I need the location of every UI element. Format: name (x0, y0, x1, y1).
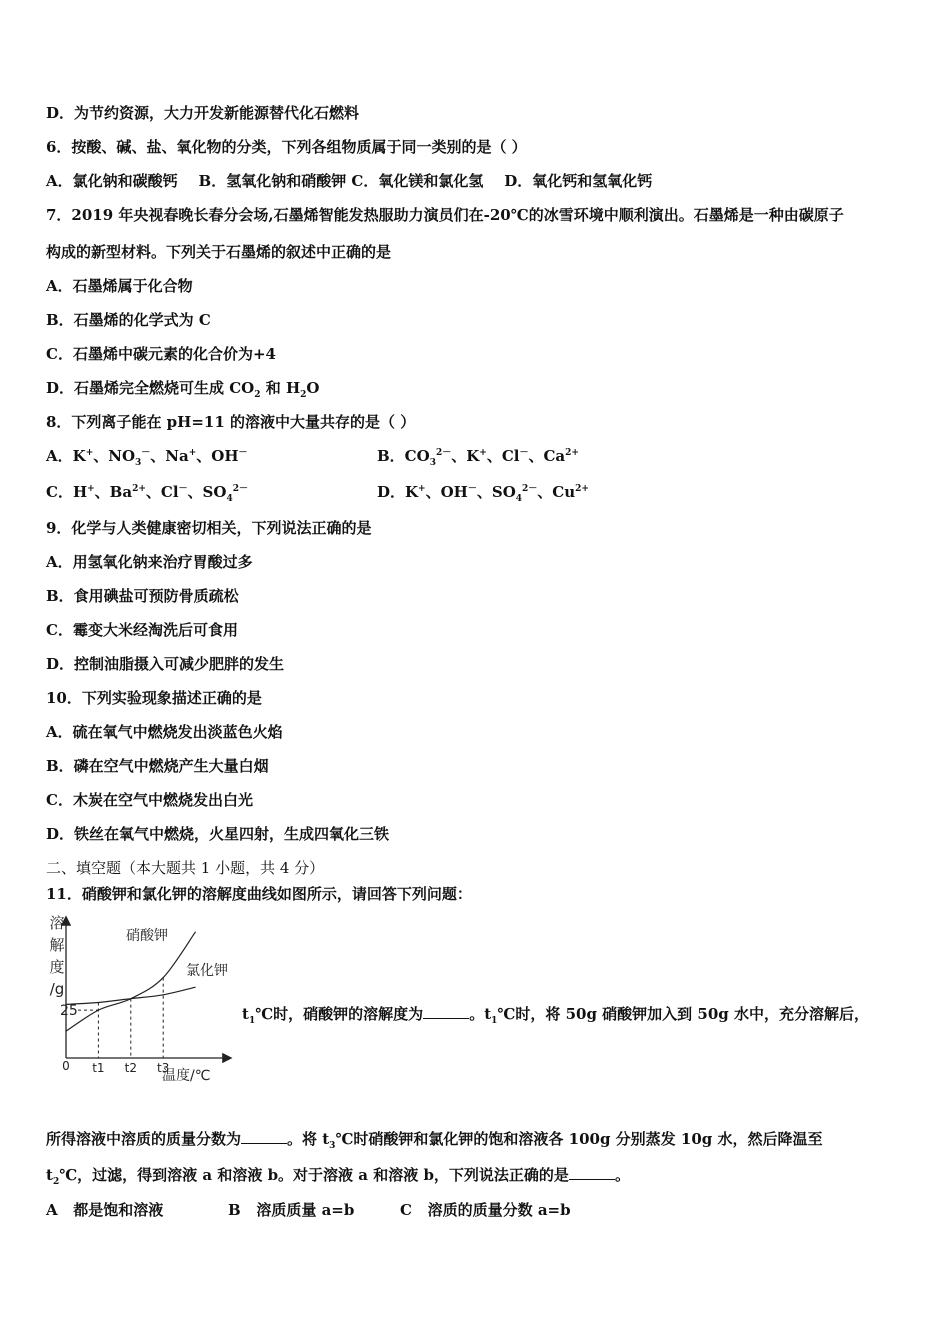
y-axis-label-char: 度 (49, 958, 65, 976)
q11-text-line2: 所得溶液中溶质的质量分数为 。将 $t_3℃$时硝酸钾和氯化钾的饱和溶液各 100g 分别蒸发 10g 水，然后降温至 (46, 1130, 823, 1151)
q8-option-c: C．H+、$Ba^{2+}$、Cl－、$SO_4^{2-}$ (46, 483, 248, 504)
answer-blank-1[interactable] (423, 1004, 469, 1019)
q11-stem: 11．硝酸钾和氯化钾的溶解度曲线如图所示，请回答下列问题： (46, 885, 472, 903)
solubility-chart (40, 910, 245, 1085)
q9-option-a: A．用氢氧化钠来治疗胃酸过多 (46, 553, 253, 571)
q7-option-d: D．石墨烯完全燃烧可生成 $CO_2$ 和 $H_2O$ (46, 379, 320, 400)
y-axis-label-char: /g (49, 980, 65, 998)
kno3-curve (66, 932, 196, 1031)
kcl-curve (66, 987, 196, 1004)
q9-stem: 9．化学与人类健康密切相关，下列说法正确的是 (46, 519, 372, 537)
q7-stem-line2: 构成的新型材料。下列关于石墨烯的叙述中正确的是 (46, 243, 392, 261)
q10-option-d: D．铁丝在氧气中燃烧，火星四射，生成四氧化三铁 (46, 825, 390, 843)
q11-text-line1: $t_1℃$时，硝酸钾的溶解度为 。$t_1℃$时，将 50g 硝酸钾加入到 50g 水中，充分溶解后， (242, 1005, 869, 1026)
q8-option-b: B．$CO_3^{2-}$、K+、Cl－、$Ca^{2+}$ (377, 447, 579, 468)
q7-stem-line1: 7．2019 年央视春晚长春分会场,石墨烯智能发热服助力演员们在-20℃的冰雪环境中顺利演出。石墨烯是一种由碳原子 (46, 206, 844, 224)
x-axis-label: 温度/℃ (162, 1068, 211, 1084)
q10-option-b: B．磷在空气中燃烧产生大量白烟 (46, 757, 269, 775)
q10-option-a: A．硫在氧气中燃烧发出淡蓝色火焰 (46, 723, 283, 741)
q6-options: A．氯化钠和碳酸钙 B．氢氧化钠和硝酸钾 C．氧化镁和氯化氢 D．氧化钙和氢氧化钙 (46, 172, 653, 190)
q11-option-c: C 溶质的质量分数 a=b (400, 1201, 571, 1219)
q7-option-c: C．石墨烯中碳元素的化合价为+4 (46, 345, 276, 363)
kno3-legend-label: 硝酸钾 (126, 928, 168, 944)
section-heading-fill-in: 二、填空题（本大题共 1 小题，共 4 分） (46, 859, 325, 877)
origin-label: 0 (62, 1059, 70, 1073)
x-tick-label-t2: t2 (124, 1061, 137, 1075)
q7-option-a: A．石墨烯属于化合物 (46, 277, 193, 295)
answer-blank-2[interactable] (241, 1129, 287, 1144)
q5-option-d: D．为节约资源，大力开发新能源替代化石燃料 (46, 104, 360, 122)
y-axis-label-char: 解 (49, 936, 65, 954)
kcl-legend-label: 氯化钾 (186, 963, 228, 979)
q10-stem: 10．下列实验现象描述正确的是 (46, 689, 262, 707)
answer-blank-3[interactable] (569, 1165, 615, 1180)
q9-option-b: B．食用碘盐可预防骨质疏松 (46, 587, 239, 605)
q8-option-a: A．K+、$NO_3^-$、Na+、OH－ (46, 447, 248, 468)
q9-option-c: C．霉变大米经淘洗后可食用 (46, 621, 238, 639)
q7-option-b: B．石墨烯的化学式为 C (46, 311, 211, 329)
x-tick-label-t3: t3 (157, 1061, 170, 1075)
q11-option-a: A 都是饱和溶液 (46, 1201, 164, 1219)
q6-stem: 6．按酸、碱、盐、氧化物的分类，下列各组物质属于同一类别的是（ ） (46, 138, 527, 156)
q8-option-d: D．K+、OH－、$SO_4^{2-}$、$Cu^{2+}$ (377, 483, 589, 504)
q9-option-d: D．控制油脂摄入可减少肥胖的发生 (46, 655, 285, 673)
q8-stem: 8．下列离子能在 pH=11 的溶液中大量共存的是（ ） (46, 413, 416, 431)
y-axis-label-char: 溶 (49, 914, 65, 932)
x-tick-label-t1: t1 (92, 1061, 105, 1075)
q10-option-c: C．木炭在空气中燃烧发出白光 (46, 791, 253, 809)
y-tick-label-25: 25 (60, 1003, 78, 1020)
y-axis-label (49, 914, 64, 998)
q11-option-b: B 溶质质量 a=b (228, 1201, 355, 1219)
q11-text-line3: $t_2℃$，过滤，得到溶液 a 和溶液 b。对于溶液 a 和溶液 b，下列说法正确的是 。 (46, 1166, 630, 1187)
